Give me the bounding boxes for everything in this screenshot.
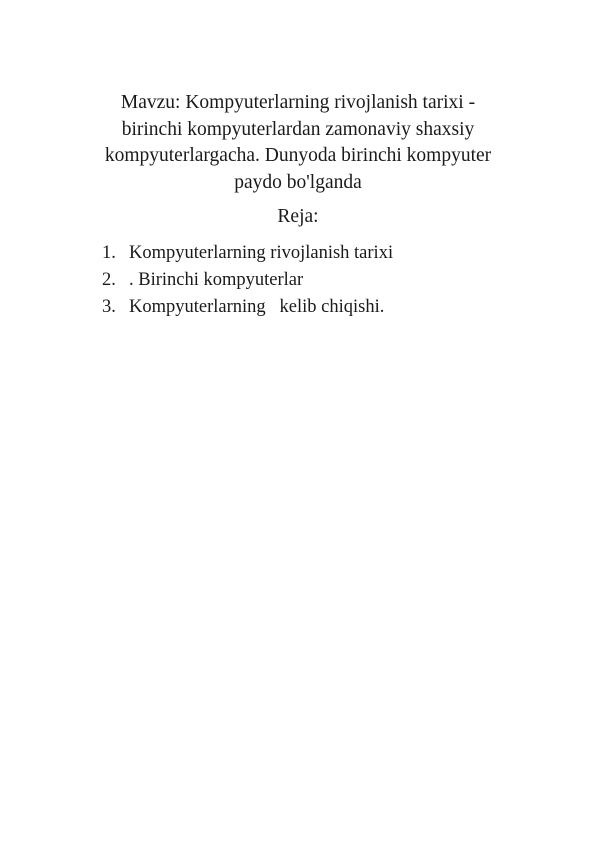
plan-item-text: . Birinchi kompyuterlar (129, 270, 304, 290)
plan-item (102, 240, 393, 267)
plan-item-number: 3. (102, 297, 116, 317)
title-line: kompyuterlargacha. Dunyoda birinchi kompyuter (104, 145, 492, 166)
title-line: birinchi kompyuterlardan zamonaviy shaxsiy (121, 118, 475, 140)
document-title (80, 90, 516, 196)
plan-item-number: 1. (102, 243, 116, 263)
title-line: Mavzu: Kompyuterlarning rivojlanish tarixi - (120, 92, 476, 113)
plan-item-text: Kompyuterlarning rivojlanish tarixi (129, 243, 394, 263)
plan-item-number: 2. (102, 270, 116, 290)
plan-heading: Reja: (277, 206, 319, 227)
plan-item (102, 294, 393, 321)
title-line: paydo bo'lganda (234, 171, 362, 193)
plan-list (102, 240, 393, 321)
plan-item-text: Kompyuterlarning kelib chiqishi. (129, 297, 385, 317)
plan-item (102, 267, 393, 294)
